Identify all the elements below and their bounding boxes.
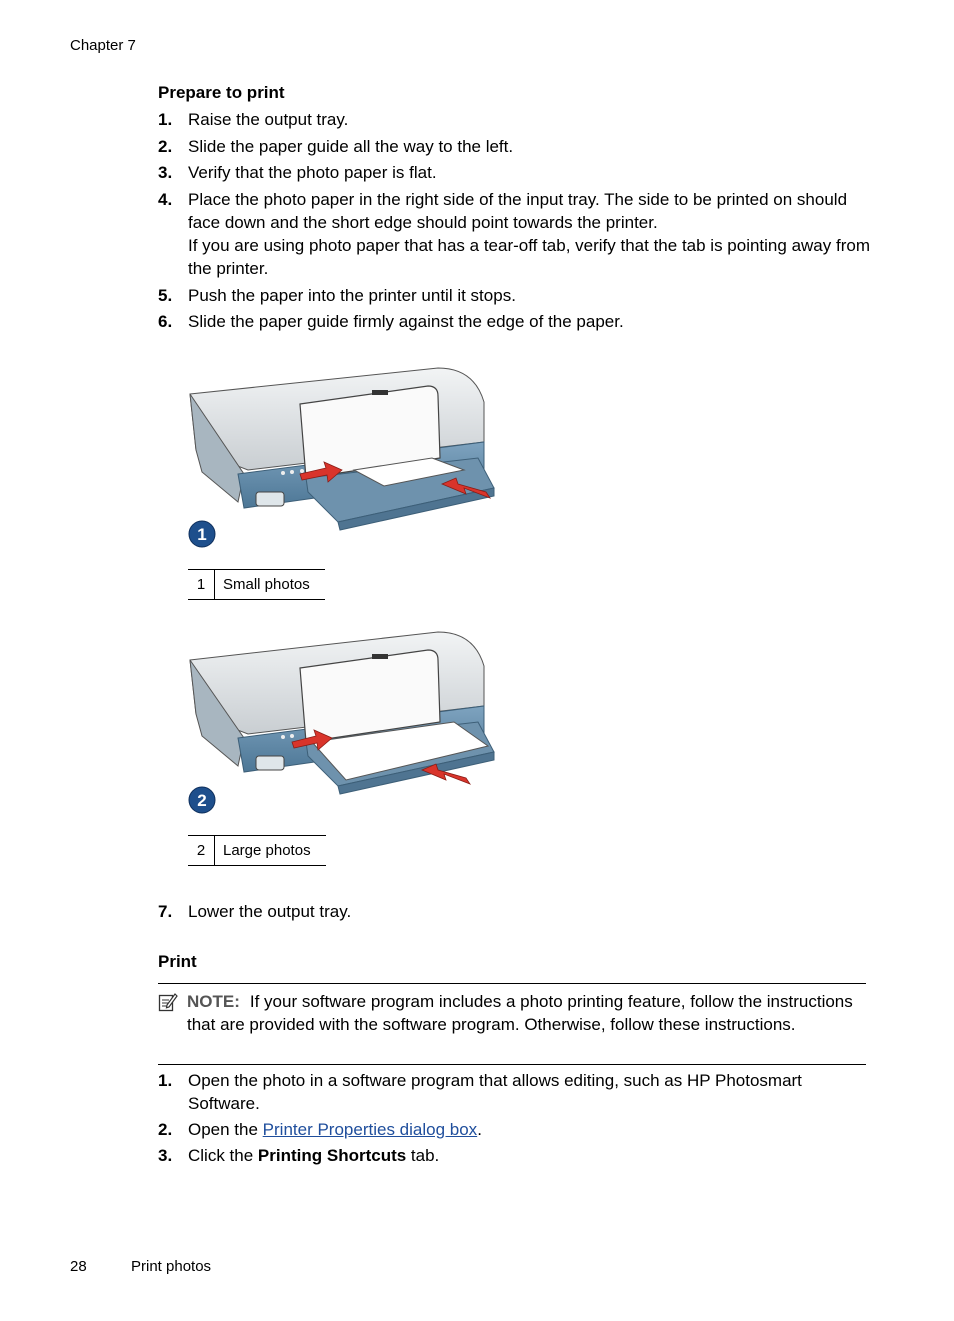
step-text: Push the paper into the printer until it stops. xyxy=(188,286,516,305)
printer-illustration-small-photos xyxy=(188,362,496,550)
step-text: Place the photo paper in the right side of the input tray. The side to be printed on should face down and the short edge should point towards the printer. xyxy=(188,190,848,232)
caption-table-large-photos xyxy=(188,835,326,866)
print-step-2 xyxy=(158,1118,870,1141)
step-text: Open the photo in a software program that allows editing, such as HP Photosmart Software. xyxy=(188,1071,802,1113)
note-body xyxy=(187,990,867,1036)
step-number: 5. xyxy=(158,286,173,305)
note-label: NOTE: xyxy=(187,992,240,1011)
print-heading: Print xyxy=(158,952,197,971)
step-number: 6. xyxy=(158,312,173,331)
badge-number: 1 xyxy=(197,525,207,544)
step-number: 3. xyxy=(158,1146,173,1165)
step-text: Raise the output tray. xyxy=(188,110,349,129)
caption-number: 2 xyxy=(188,836,215,866)
step-number: 2. xyxy=(158,137,173,156)
caption-number: 1 xyxy=(188,570,215,600)
step-prefix: Open the xyxy=(188,1120,263,1139)
step-text xyxy=(188,1118,870,1141)
step-number: 2. xyxy=(158,1120,173,1139)
prepare-step-4 xyxy=(158,188,870,280)
step-number: 7. xyxy=(158,902,173,921)
step-prefix: Click the xyxy=(188,1146,258,1165)
caption-text: Large photos xyxy=(215,836,327,866)
step-text: Slide the paper guide all the way to the left. xyxy=(188,137,514,156)
print-step-1 xyxy=(158,1069,870,1115)
footer-section-title: Print photos xyxy=(131,1258,212,1275)
step-number: 3. xyxy=(158,163,173,182)
prepare-step-7 xyxy=(158,900,870,923)
prepare-step-3 xyxy=(158,161,870,184)
prepare-step-6 xyxy=(158,310,870,333)
printer-properties-link[interactable]: Printer Properties dialog box xyxy=(262,1120,478,1139)
printer-illustration-large-photos xyxy=(188,628,496,816)
step-text: Lower the output tray. xyxy=(188,902,352,921)
step-number: 4. xyxy=(158,190,173,209)
chapter-header: Chapter 7 xyxy=(70,37,136,54)
step-text: Verify that the photo paper is flat. xyxy=(188,163,437,182)
note-pencil-icon xyxy=(158,992,178,1012)
page-number: 28 xyxy=(70,1258,87,1275)
step-number: 1. xyxy=(158,110,173,129)
badge-number: 2 xyxy=(197,791,207,810)
print-step-3 xyxy=(158,1144,870,1167)
prepare-step-5 xyxy=(158,284,870,307)
printing-shortcuts-label: Printing Shortcuts xyxy=(257,1146,407,1165)
step-number: 1. xyxy=(158,1071,173,1090)
step-suffix: tab. xyxy=(406,1146,440,1165)
caption-text: Small photos xyxy=(215,570,326,600)
caption-table-small-photos xyxy=(188,569,325,600)
note-text: If your software program includes a photo printing feature, follow the instructions that are provided with the software program. Otherwise, follow these instructions. xyxy=(187,992,853,1034)
note-box xyxy=(158,983,866,1065)
prepare-heading: Prepare to print xyxy=(158,83,285,102)
step-subtext: If you are using photo paper that has a tear-off tab, verify that the tab is pointing away from the printer. xyxy=(188,236,870,278)
step-text xyxy=(188,1144,870,1167)
prepare-step-1 xyxy=(158,108,870,131)
step-text: Slide the paper guide firmly against the edge of the paper. xyxy=(188,312,624,331)
step-suffix: . xyxy=(477,1120,482,1139)
prepare-step-2 xyxy=(158,135,870,158)
